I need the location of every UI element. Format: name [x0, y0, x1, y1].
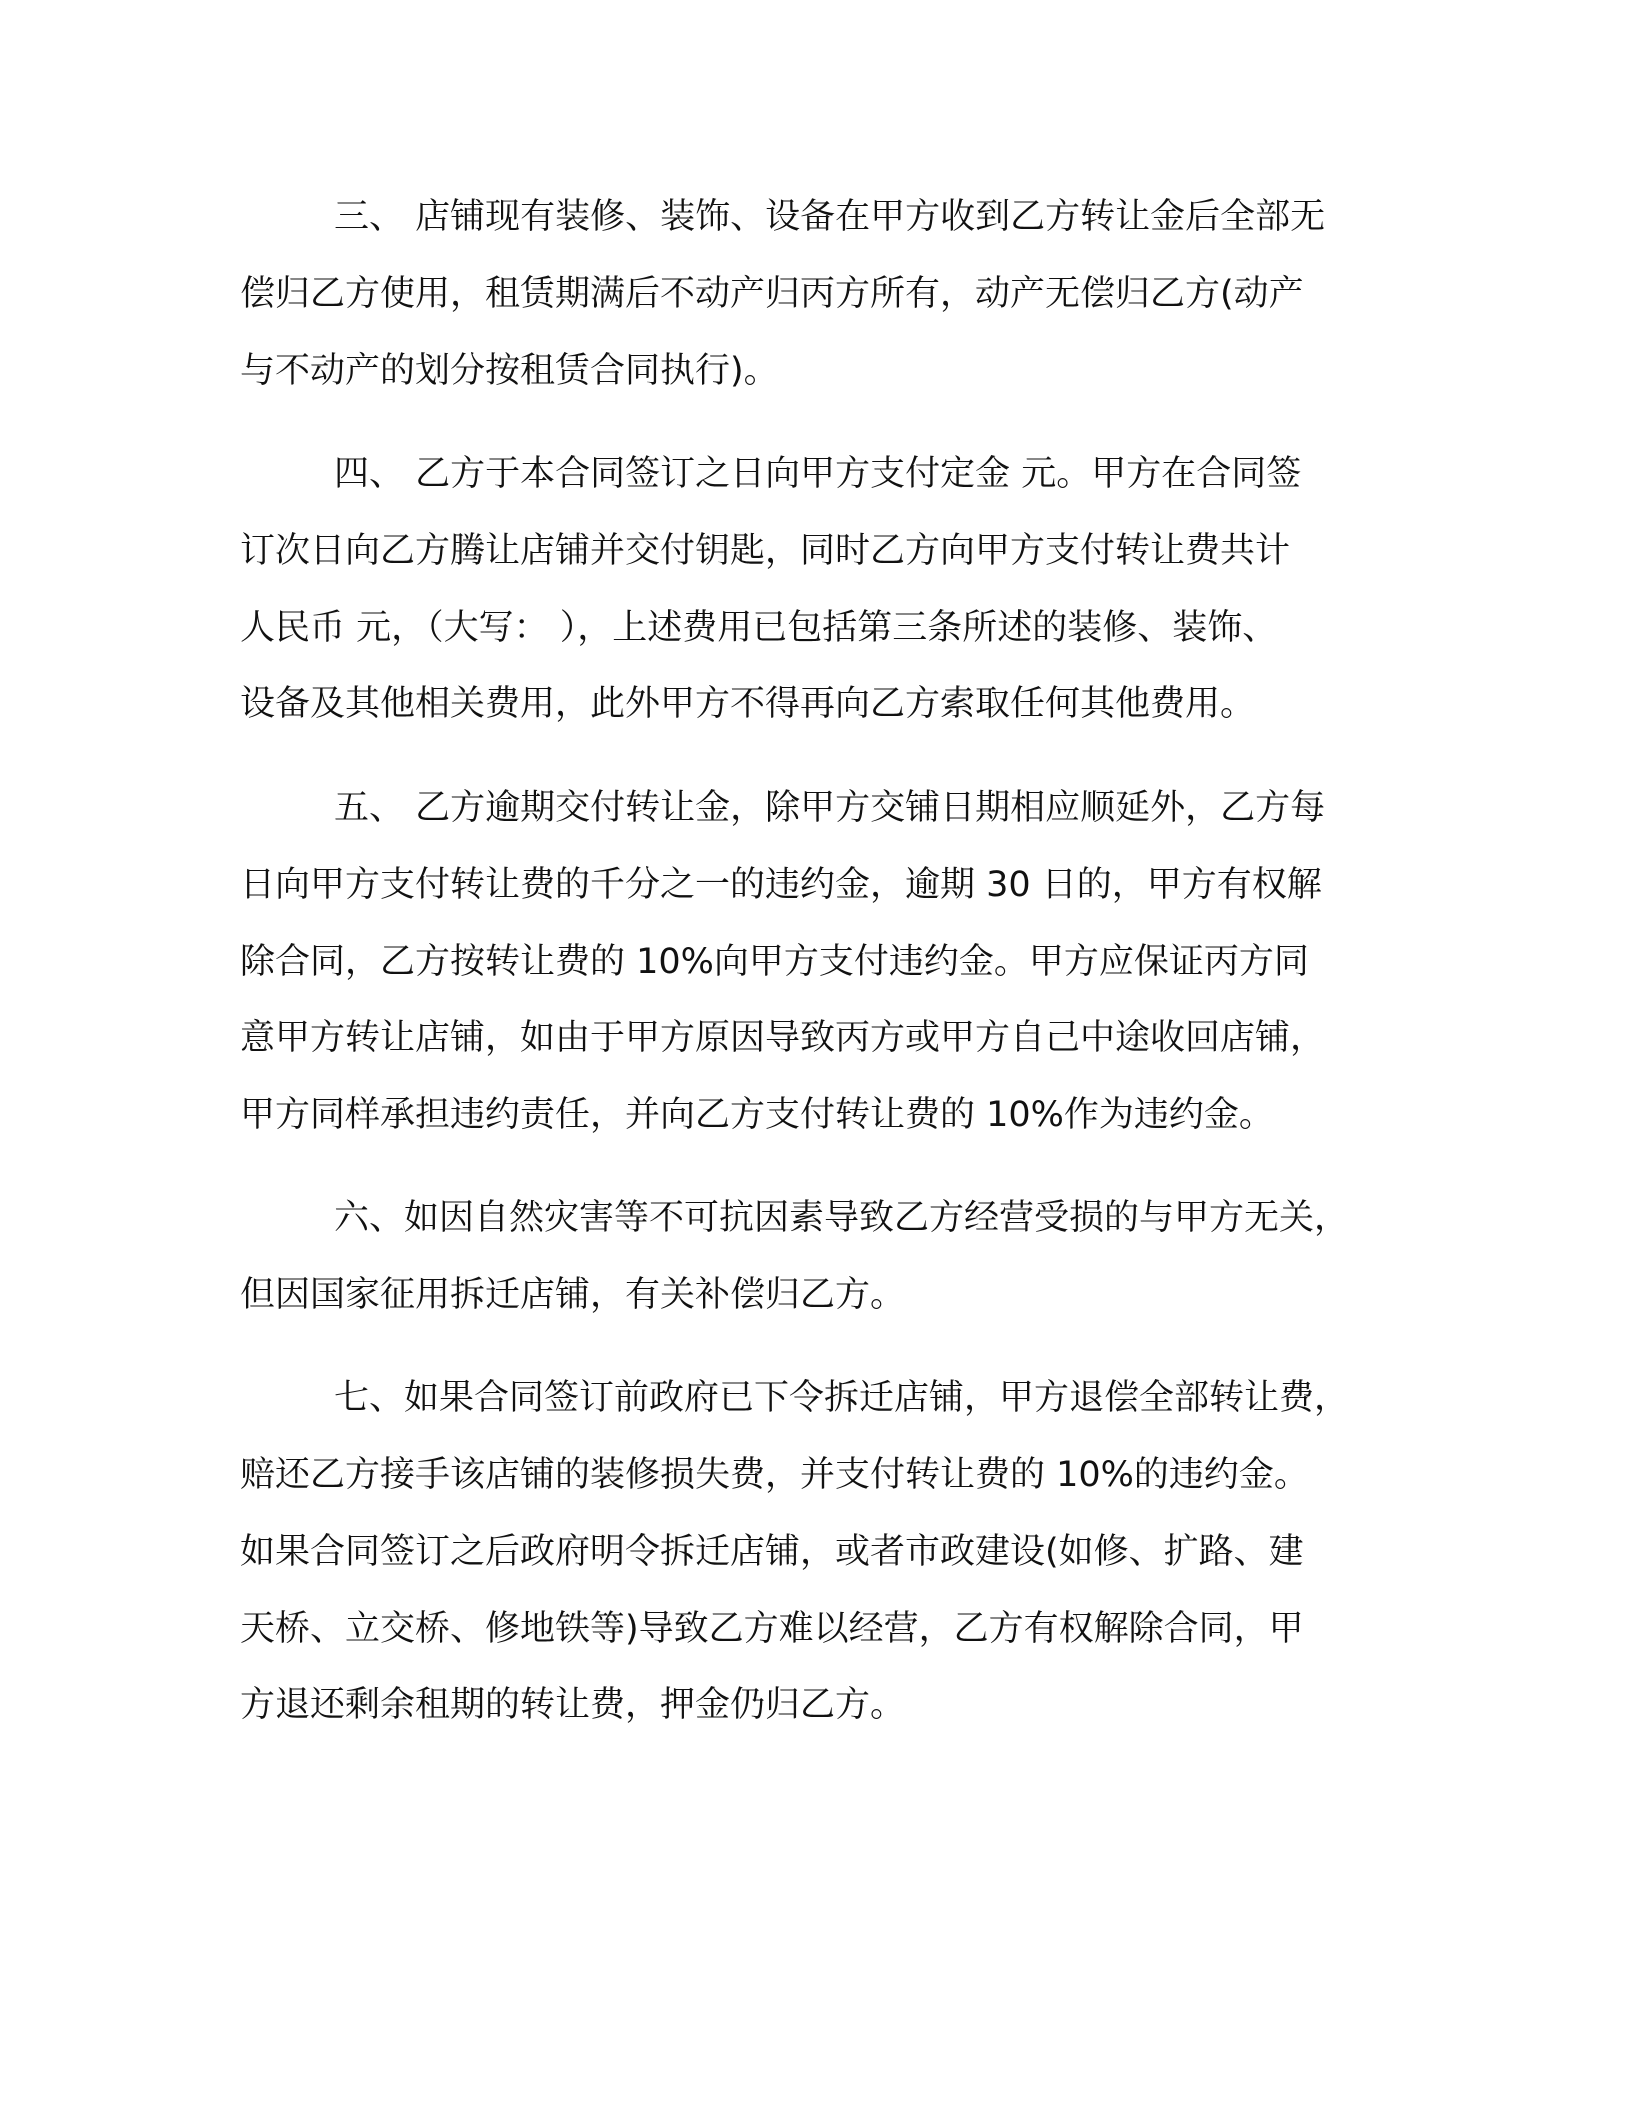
clause-4-line-3: 人民币 元，（大写： ），上述费用已包括第三条所述的装修、装饰、 [240, 608, 1278, 648]
clause-7-line-2: 赔还乙方接手该店铺的装修损失费，并支付转让费的 10%的违约金。 [240, 1455, 1309, 1495]
clause-4-line-4: 设备及其他相关费用，此外甲方不得再向乙方索取任何其他费用。 [240, 684, 1256, 724]
clause-7-line-4: 天桥、立交桥、修地铁等)导致乙方难以经营，乙方有权解除合同，甲 [240, 1609, 1304, 1649]
clause-5-line-3: 除合同，乙方按转让费的 10%向甲方支付违约金。甲方应保证丙方同 [240, 942, 1309, 982]
clause-6-line-2: 但因国家征用拆迁店铺，有关补偿归乙方。 [240, 1275, 906, 1315]
clause-7-line-3: 如果合同签订之后政府明令拆迁店铺，或者市政建设(如修、扩路、建 [240, 1532, 1304, 1572]
clause-5-line-5: 甲方同样承担违约责任，并向乙方支付转让费的 10%作为违约金。 [240, 1095, 1274, 1135]
clause-5-line-1: 五、 乙方逾期交付转让金，除甲方交铺日期相应顺延外，乙方每 [334, 788, 1326, 828]
clause-3-line-3: 与不动产的划分按租赁合同执行)。 [240, 351, 779, 391]
clause-4-line-2: 订次日向乙方腾让店铺并交付钥匙，同时乙方向甲方支付转让费共计 [240, 531, 1291, 571]
clause-7-line-1: 七、如果合同签订前政府已下令拆迁店铺，甲方退偿全部转让费， [334, 1378, 1350, 1418]
clause-3-line-1: 三、 店铺现有装修、装饰、设备在甲方收到乙方转让金后全部无 [334, 197, 1326, 237]
clause-4-line-1: 四、 乙方于本合同签订之日向甲方支付定金 元。甲方在合同签 [334, 454, 1302, 494]
clause-5-line-2: 日向甲方支付转让费的千分之一的违约金，逾期 30 日的，甲方有权解 [240, 865, 1322, 905]
clause-7-line-5: 方退还剩余租期的转让费，押金仍归乙方。 [240, 1685, 906, 1725]
clause-5-line-4: 意甲方转让店铺，如由于甲方原因导致丙方或甲方自己中途收回店铺， [240, 1018, 1326, 1058]
clause-3-line-2: 偿归乙方使用，租赁期满后不动产归丙方所有，动产无偿归乙方(动产 [240, 274, 1304, 314]
clause-6-line-1: 六、如因自然灾害等不可抗因素导致乙方经营受损的与甲方无关， [334, 1198, 1350, 1238]
